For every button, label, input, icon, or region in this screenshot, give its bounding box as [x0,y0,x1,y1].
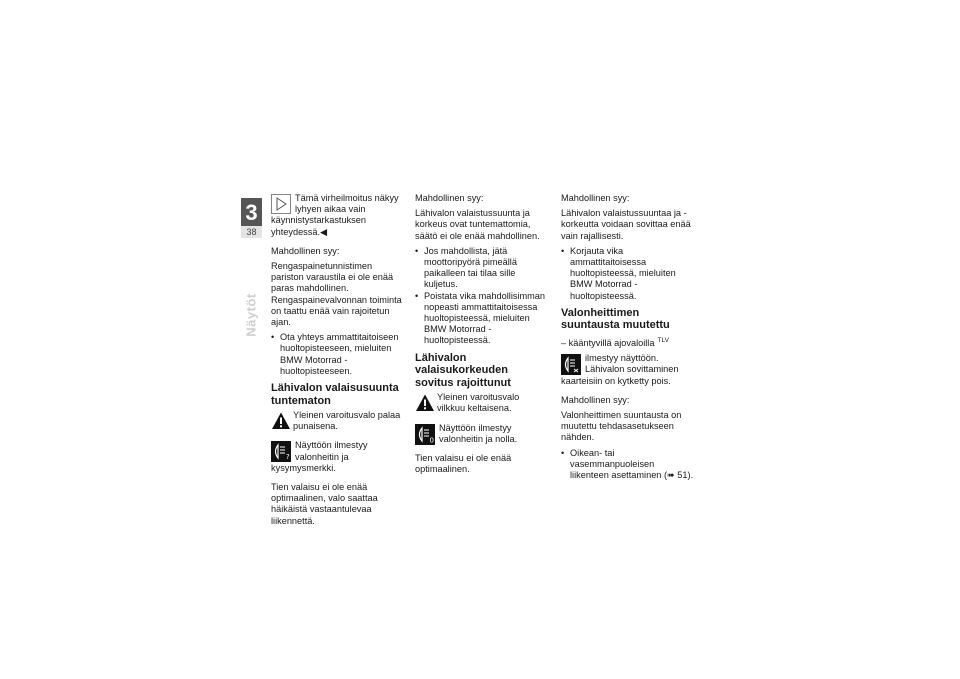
display-block [271,440,405,478]
equipment-code: TLV [657,336,669,344]
column-2 [415,193,549,479]
headlight-curve-icon [561,354,581,375]
svg-text:?: ? [286,453,290,462]
page-tab [241,198,262,238]
action-list [561,246,695,302]
display-block [415,423,549,449]
section-label [236,270,266,360]
warning-triangle-icon [271,411,289,429]
display-text: ilmestyy näyttöön. Lähivalon sovittaminen kaarteisiin on kytketty pois. [561,353,679,386]
cause-text: Valonheittimen suuntausta on muutettu tehdasasetukseen nähden. [561,409,682,443]
warning-block [271,410,405,436]
warning-text: Yleinen varoitusvalo palaa punaisena. [293,410,401,432]
play-triangle-icon [271,194,291,214]
page-number: 38 [241,226,262,238]
cause-label: Mahdollinen syy: [561,394,630,405]
list-item: • Korjauta vika ammattitaitoisessa huoltopisteessä, mieluiten BMW Motorrad -huoltopisteessä. [561,246,695,302]
cause-label: Mahdollinen syy: [561,193,630,203]
svg-text:0: 0 [429,436,434,445]
list-item: • Ota yhteys ammattitaitoiseen huoltopisteeseen, mieluiten BMW Motorrad -huoltopisteeseen. [271,332,405,377]
list-item: • Oikean- tai vasemmanpuoleisen liikenteen asettaminen (➠ 51). [561,448,695,482]
headlight-zero-icon [415,424,435,445]
cause-text: Lähivalon valaistussuunta ja korkeus ovat tuntemattomia, säätö ei ole enää mahdollinen. [415,208,540,241]
equipment-note [561,335,695,349]
column-3 [561,193,695,485]
cause-label: Mahdollinen syy: [415,193,484,203]
closing-text: Tien valaisu ei ole enää optimaalinen, valo saattaa häikäistä vastaantulevaa liikennettä. [271,482,378,526]
cause-text: Lähivalon valaistussuuntaa ja -korkeutta voidaan sovittaa enää vain rajallisesti. [561,208,691,241]
section-heading: Lähivalon valaisusuunta tuntematon [271,382,399,407]
chapter-number: 3 [241,198,262,226]
info-block [271,193,405,242]
cause-label: Mahdollinen syy: [271,245,340,256]
list-item: • Poistata vika mahdollisimman nopeasti ammattitaitoisessa huoltopisteessä, mieluiten BMW Motorrad -huoltopisteessä. [415,291,549,347]
display-text: Näyttöön ilmestyy valonheitin ja kysymysmerkki. [271,440,368,473]
headlight-question-icon [271,441,291,462]
display-text: Näyttöön ilmestyy valonheitin ja nolla. [439,422,518,444]
warning-text: Yleinen varoitusvalo vilkkuu keltaisena. [437,392,520,414]
section-heading: Lähivalon valaisukorkeuden sovitus rajoittunut [415,351,511,389]
section-heading: Valonheittimen suuntausta muutettu [561,306,670,332]
column-1 [271,193,405,531]
action-list [415,246,549,347]
action-list [561,448,695,482]
display-block [561,353,695,391]
warning-triangle-icon [415,393,433,411]
equipment-text: – kääntyvillä ajovaloilla [561,337,655,348]
intro-text: Tämä virheilmoitus näkyy lyhyen aikaa vain käynnistystarkastuksen yhteydessä.◀ [271,193,399,237]
action-list [271,332,405,377]
cause-text: Rengaspainetunnistimen pariston varaustila ei ole enää paras mahdollinen. Rengaspainevalvonnan toiminta on taattu enää vain rajoitetun ajan. [271,261,402,328]
warning-block [415,392,549,418]
section-label-text: Näytöt [243,293,259,337]
list-item: • Jos mahdollista, jätä moottoripyörä pimeällä paikalleen tai tilaa sille kuljetus. [415,246,549,291]
closing-text: Tien valaisu ei ole enää optimaalinen. [415,452,512,475]
